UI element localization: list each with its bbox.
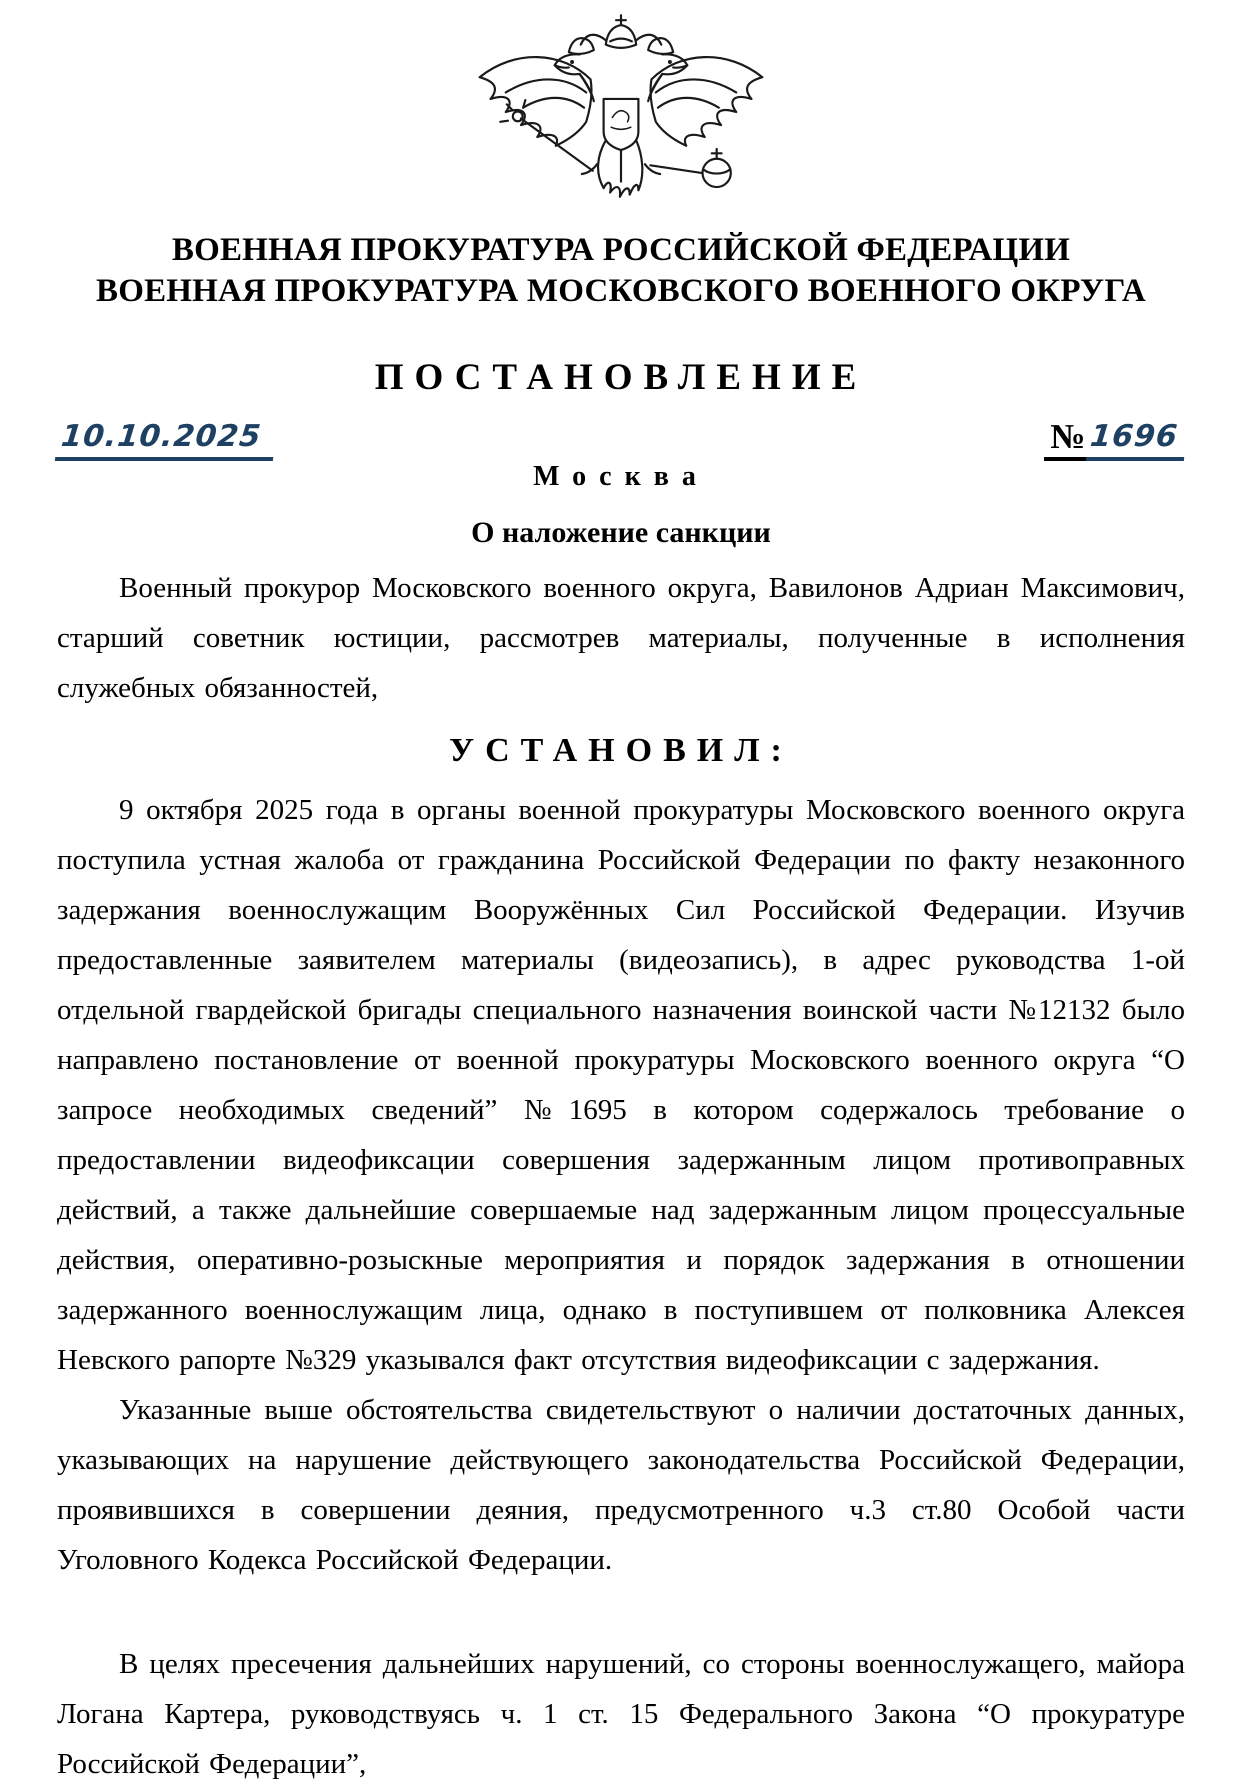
number-sign: № (1044, 420, 1087, 461)
number-field (1044, 417, 1185, 461)
body-paragraph-1: 9 октября 2025 года в органы военной прокуратуры Московского военного округа поступила устная жалоба от гражданина Российской Федерации по факту незаконного задержания военнослужащим Вооружённых Сил Российской Федерации. Изучив предоставленные заявителем материалы (видеозапись), в адрес руководства 1-ой отдельной гвардейской бригады специального назначения воинской части №12132 было направлено постановление от военной прокуратуры Московского военного округа “О запросе необходимых сведений” №1695 в котором содержалось требование о предоставлении видеофиксации совершения задержанным лицом противоправных действий, а также дальнейшие совершаемые над задержанным лицом процессуальные действия, оперативно-розыскные мероприятия и порядок задержания в отношении задержанного военнослужащим лица, однако в поступившем от полковника Алексея Невского рапорте №329 указывался факт отсутствия видеофиксации с задержания. (57, 794, 1185, 1376)
intro-paragraph: Военный прокурор Московского военного округа, Вавилонов Адриан Максимович, старший советник юстиции, рассмотрев материалы, полученные в исполнения служебных обязанностей, (57, 572, 1185, 704)
resolution-heading: УСТАНОВИЛ: (449, 732, 793, 769)
subject-line: О наложение санкции (471, 516, 771, 549)
meta-row (57, 413, 1185, 461)
emblem-container (57, 12, 1185, 224)
body-paragraph-2: Указанные выше обстоятельства свидетельствуют о наличии достаточных данных, указывающих на нарушение действующего законодательства Российской Федерации, проявившихся в совершении деяния, предусмотренного ч.3 ст.80 Особой части Уголовного Кодекса Российской Федерации. (57, 1394, 1185, 1576)
russian-coat-of-arms-icon (456, 12, 786, 224)
document-title: ПОСТАНОВЛЕНИЕ (374, 357, 868, 398)
date-field: 10.10.2025 (55, 420, 277, 461)
org-name-line2: ВОЕННАЯ ПРОКУРАТУРА МОСКОВСКОГО ВОЕННОГО ОКРУГА (96, 273, 1146, 309)
body-paragraph-3: В целях пресечения дальнейших нарушений, со стороны военнослужащего, майора Логана Картера, руководствуясь ч. 1 ст. 15 Федерального Закона “О прокуратуре Российской Федерации”, (57, 1648, 1185, 1780)
number-value: 1696 (1085, 420, 1187, 461)
city-line: Москва (533, 461, 709, 492)
org-header (57, 230, 1185, 312)
org-name-line1: ВОЕННАЯ ПРОКУРАТУРА РОССИЙСКОЙ ФЕДЕРАЦИИ (171, 232, 1071, 268)
